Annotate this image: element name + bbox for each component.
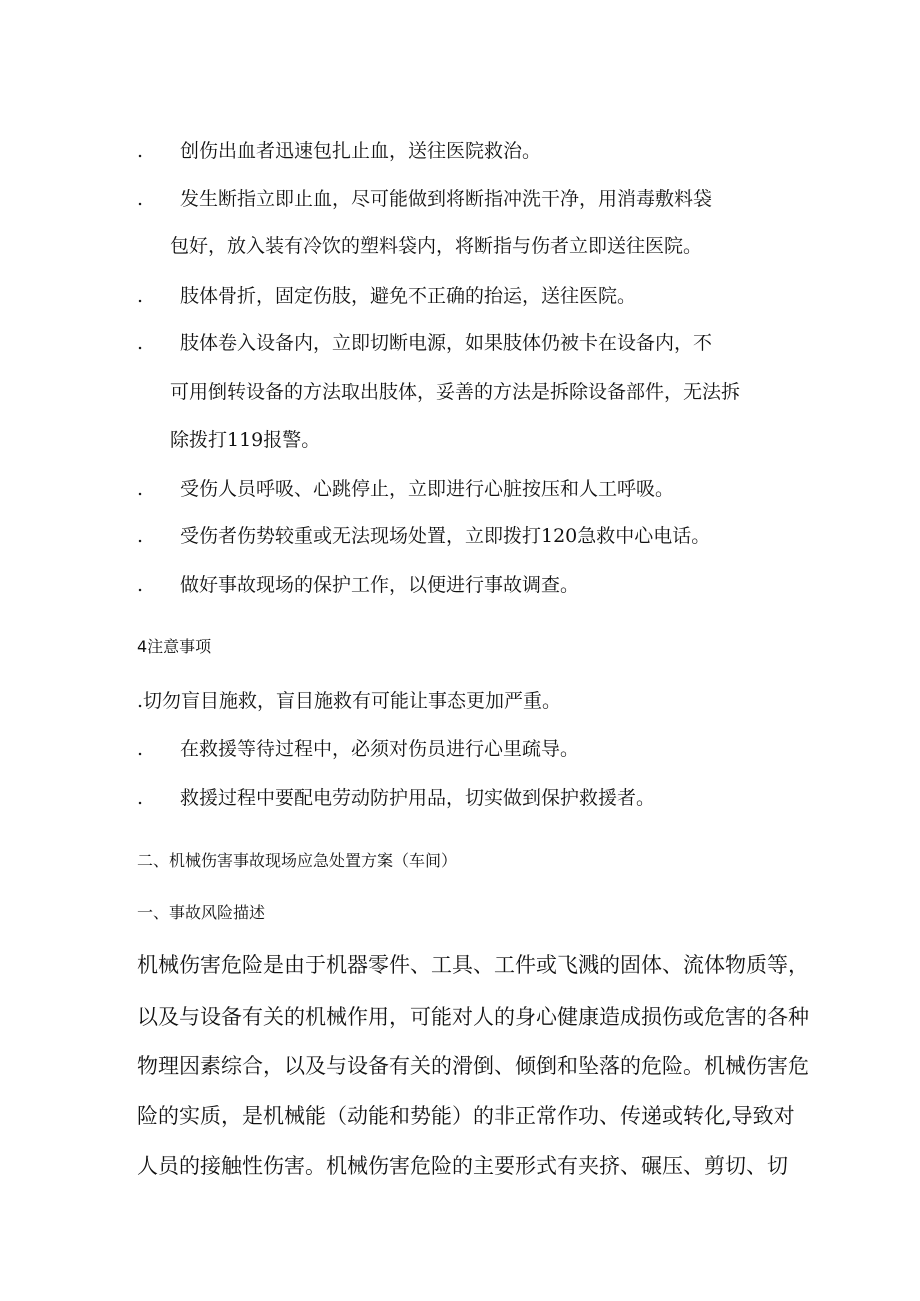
risk-paragraph-line-2: 以及与设备有关的机械作用，可能对人的身心健康造成损伤或危害的各种	[137, 1005, 809, 1029]
measure-item-1-line-1: 创伤出血者迅速包扎止血，送往医院救治。	[180, 140, 542, 162]
risk-paragraph-line-5: 人员的接触性伤害。机械伤害危险的主要形式有夹挤、碾压、剪切、切	[137, 1154, 788, 1178]
risk-section-title: 一、事故风险描述	[137, 903, 266, 922]
measure-item-7-line-1: 做好事故现场的保护工作，以便进行事故调查。	[180, 574, 580, 596]
risk-paragraph-line-3: 物理因素综合，以及与设备有关的滑倒、倾倒和坠落的危险。机械伤害危	[137, 1054, 809, 1078]
measure-item-3-line-1: 肢体骨折，固定伤肢，避免不正确的抬运，送往医院。	[180, 285, 637, 307]
bullet-mark: .	[137, 525, 144, 547]
risk-paragraph-line-4: 险的实质，是机械能（动能和势能）的非正常作功、传递或转化,导致对	[137, 1104, 795, 1128]
risk-paragraph-line-1: 机械伤害危险是由于机器零件、工具、工件或飞溅的固体、流体物质等，	[137, 953, 809, 977]
measure-item-5-line-1: 受伤人员呼吸、心跳停止，立即进行心脏按压和人工呼吸。	[180, 478, 675, 500]
plan-title: 二、机械伤害事故现场应急处置方案（车间）	[137, 851, 458, 870]
measure-item-6-line-1: 受伤者伤势较重或无法现场处置，立即拨打120急救中心电话。	[180, 525, 711, 547]
measure-item-4-line-2: 可用倒转设备的方法取出肢体，妥善的方法是拆除设备部件，无法拆	[170, 381, 741, 403]
measure-item-2-line-1: 发生断指立即止血，尽可能做到将断指冲洗干净，用消毒敷料袋	[180, 188, 713, 210]
bullet-mark: .	[137, 574, 144, 596]
section-4-item-1: .切勿盲目施救，盲目施救有可能让事态更加严重。	[137, 690, 562, 712]
section-4-item-2: 在救援等待过程中，必须对伤员进行心里疏导。	[180, 738, 580, 760]
measure-item-4-line-3: 除拨打119报警。	[170, 429, 321, 451]
bullet-mark: .	[137, 738, 144, 760]
bullet-mark: .	[137, 478, 144, 500]
bullet-mark: .	[137, 140, 144, 162]
measure-item-2-line-2: 包好，放入装有冷饮的塑料袋内，将断指与伤者立即送往医院。	[170, 235, 703, 257]
section-4-title: 4注意事项	[137, 637, 212, 656]
section-4-item-3: 救援过程中要配电劳动防护用品，切实做到保护救援者。	[180, 787, 656, 809]
bullet-mark: .	[137, 285, 144, 307]
bullet-mark: .	[137, 332, 144, 354]
bullet-mark: .	[137, 188, 144, 210]
bullet-mark: .	[137, 787, 144, 809]
measure-item-4-line-1: 肢体卷入设备内，立即切断电源，如果肢体仍被卡在设备内，不	[180, 332, 713, 354]
